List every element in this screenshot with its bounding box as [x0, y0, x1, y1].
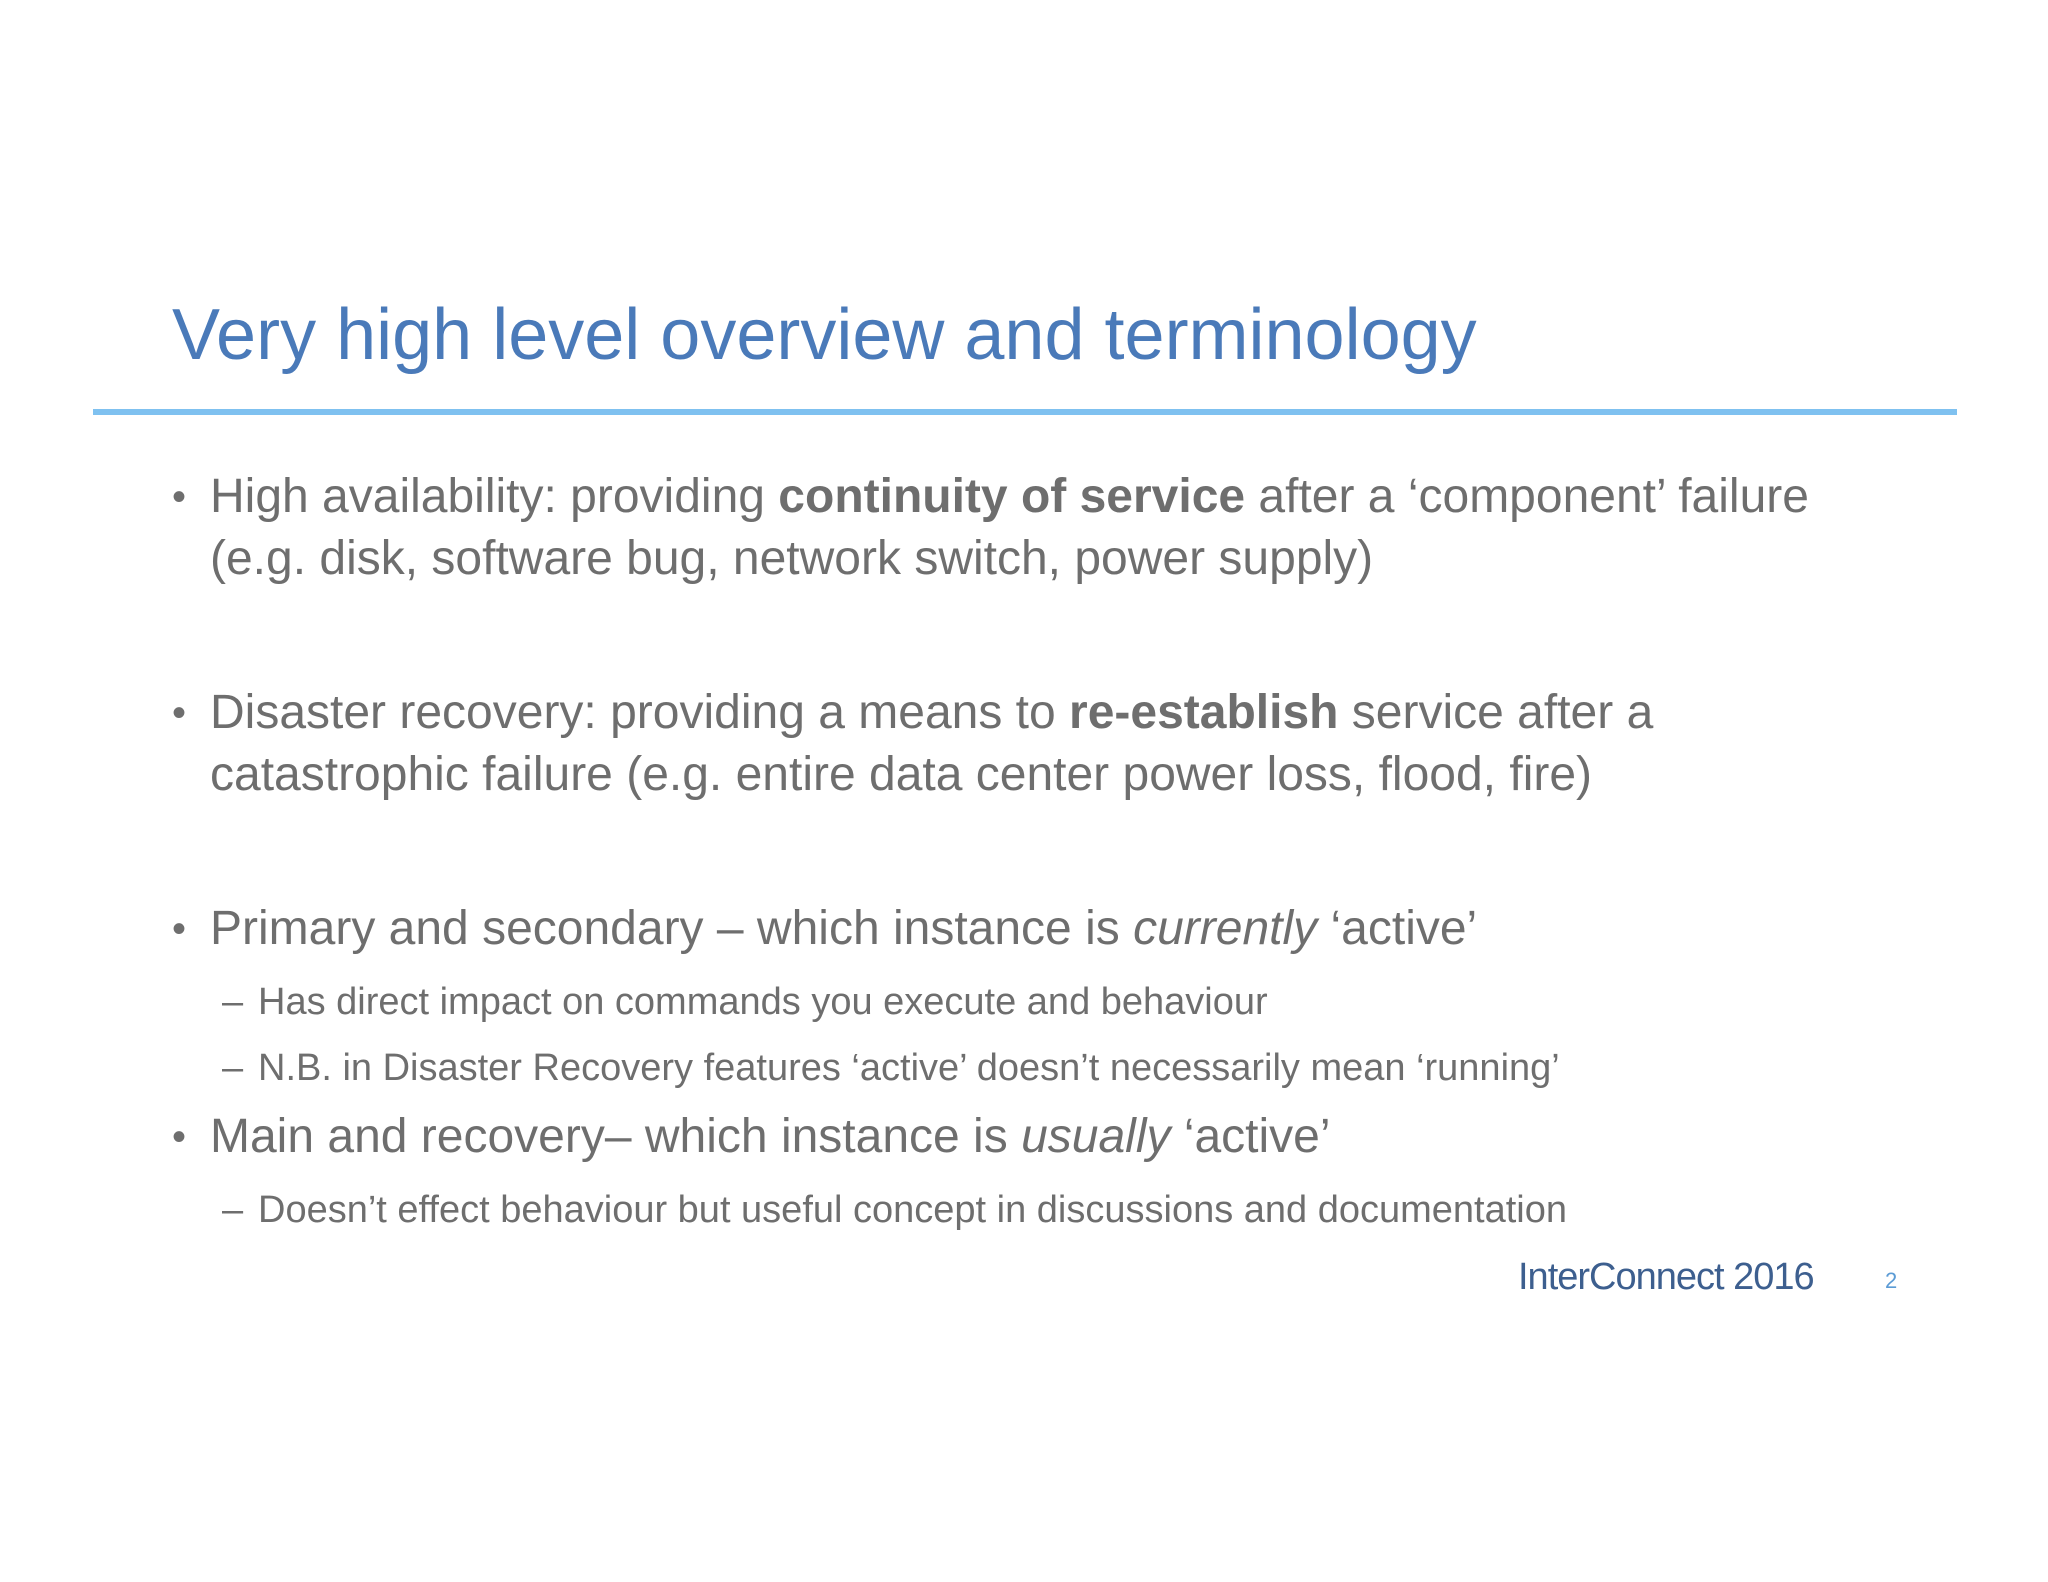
interconnect-logo: InterConnect 2016 [1518, 1256, 1814, 1298]
bullet-text-post: after a ‘component’ failure (e.g. disk, software bug, network switch, power supply) [210, 470, 1809, 585]
sub-bullet-text: N.B. in Disaster Recovery features ‘active’ doesn’t necessarily mean ‘running’ [258, 1047, 1560, 1089]
bullet-disaster-recovery [172, 682, 1872, 806]
bullet-text-emphasis: re-establish [1069, 686, 1339, 739]
bullet-text-post: ‘active’ [1170, 1110, 1331, 1163]
bullet-text-emphasis: currently [1133, 902, 1318, 955]
bullet-text-pre: Disaster recovery: providing a means to [210, 686, 1070, 739]
slide-title: Very high level overview and terminology [172, 295, 1477, 375]
bullet-marker: • [172, 691, 187, 735]
bullet-primary-secondary [172, 898, 1872, 960]
bullet-text-pre: Main and recovery– which instance is [210, 1110, 1022, 1163]
sub-bullet-nb-active [172, 1044, 1872, 1092]
bullet-text-pre: High availability: providing [210, 470, 779, 523]
bullet-list [172, 466, 1872, 1234]
sub-bullet-marker: – [222, 1047, 244, 1089]
bullet-marker: • [172, 475, 187, 519]
sub-bullet-text: Has direct impact on commands you execute and behaviour [258, 981, 1268, 1023]
bullet-marker: • [172, 907, 187, 951]
bullet-text-post: ‘active’ [1317, 902, 1478, 955]
sub-bullet-text: Doesn’t effect behaviour but useful concept in discussions and documentation [258, 1189, 1568, 1231]
bullet-high-availability [172, 466, 1872, 590]
bullet-marker: • [172, 1115, 187, 1159]
title-divider [93, 409, 1957, 415]
page-number: 2 [1885, 1268, 1898, 1293]
bullet-text-post: service after a catastrophic failure (e.g. entire data center power loss, flood, fire) [210, 686, 1654, 801]
bullet-text-pre: Primary and secondary – which instance is [210, 902, 1134, 955]
bullet-text-emphasis: usually [1021, 1110, 1171, 1163]
sub-bullet-marker: – [222, 981, 244, 1023]
sub-bullet-marker: – [222, 1189, 244, 1231]
bullet-text-emphasis: continuity of service [778, 470, 1246, 523]
sub-bullet-direct-impact [172, 978, 1872, 1026]
bullet-main-recovery [172, 1106, 1872, 1168]
sub-bullet-doesnt-effect [172, 1186, 1872, 1234]
